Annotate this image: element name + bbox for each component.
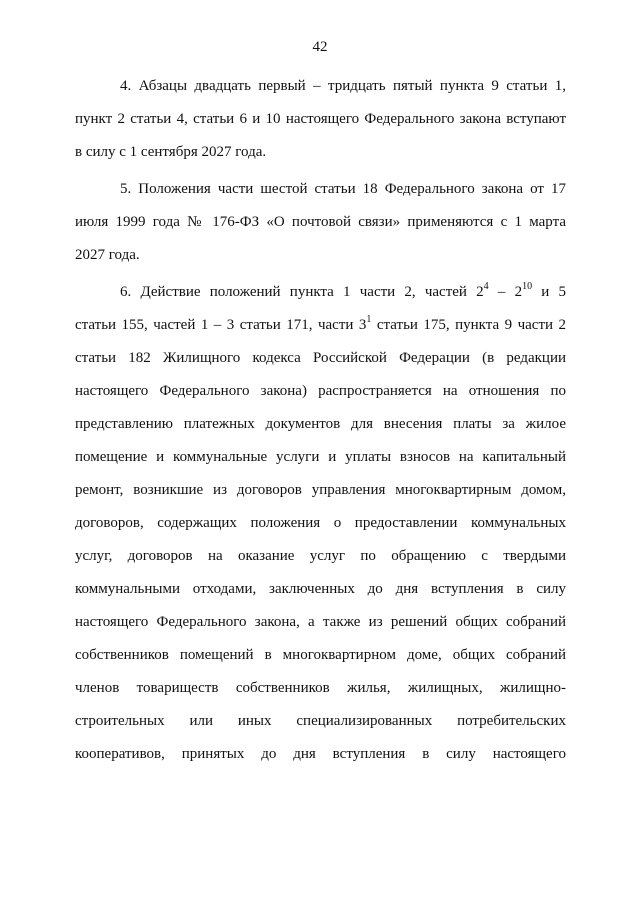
paragraph-5 — [75, 173, 566, 272]
text-line — [75, 309, 566, 342]
text-segment: статьи 155, частей 1 – 3 статьи 171, части 3 — [75, 317, 367, 333]
text-line: настоящего Федерального закона, а также из решений общих собраний — [75, 614, 566, 630]
text-line: строительных или иных специализированных потребительских — [75, 713, 566, 729]
text-line: собственников помещений в многоквартирном доме, общих собраний — [75, 647, 566, 663]
text-segment: – 2 — [488, 284, 523, 300]
superscript: 1 — [366, 314, 372, 325]
text-line: кооперативов, принятых до дня вступления в силу настоящего — [75, 746, 566, 762]
text-line: настоящего Федерального закона) распространяется на отношения по — [75, 383, 566, 399]
text-line: 2027 года. — [75, 247, 140, 263]
text-line: коммунальными отходами, заключенных до дня вступления в силу — [75, 581, 566, 597]
text-line: представлению платежных документов для внесения платы за жилое — [75, 416, 566, 432]
superscript: 4 — [483, 281, 489, 292]
text-segment: и 5 — [532, 284, 567, 300]
text-line — [75, 276, 566, 309]
text-line: пункт 2 статьи 4, статьи 6 и 10 настоящего Федерального закона вступают — [75, 111, 566, 127]
paragraph-6 — [75, 276, 566, 771]
text-segment: статьи 175, пункта 9 части 2 — [371, 317, 566, 333]
text-line: 4. Абзацы двадцать первый – тридцать пятый пункта 9 статьи 1, — [120, 78, 566, 94]
text-line: статьи 182 Жилищного кодекса Российской Федерации (в редакции — [75, 350, 566, 366]
text-line: июля 1999 года № 176-ФЗ «О почтовой связи» применяются с 1 марта — [75, 214, 566, 230]
text-line: договоров, содержащих положения о предоставлении коммунальных — [75, 515, 566, 531]
text-line: членов товариществ собственников жилья, жилищных, жилищно- — [75, 680, 566, 696]
text-line: в силу с 1 сентября 2027 года. — [75, 144, 267, 160]
page-number: 42 — [312, 39, 328, 55]
text-line: 5. Положения части шестой статьи 18 Федерального закона от 17 — [120, 181, 566, 197]
paragraph-4 — [75, 70, 566, 169]
text-line: ремонт, возникшие из договоров управления многоквартирным домом, — [75, 482, 566, 498]
superscript: 10 — [522, 281, 533, 292]
text-line: услуг, договоров на оказание услуг по обращению с твердыми — [75, 548, 566, 564]
text-line: помещение и коммунальные услуги и уплаты взносов на капитальный — [75, 449, 566, 465]
text-segment: 6. Действие положений пункта 1 части 2, частей 2 — [120, 284, 484, 300]
